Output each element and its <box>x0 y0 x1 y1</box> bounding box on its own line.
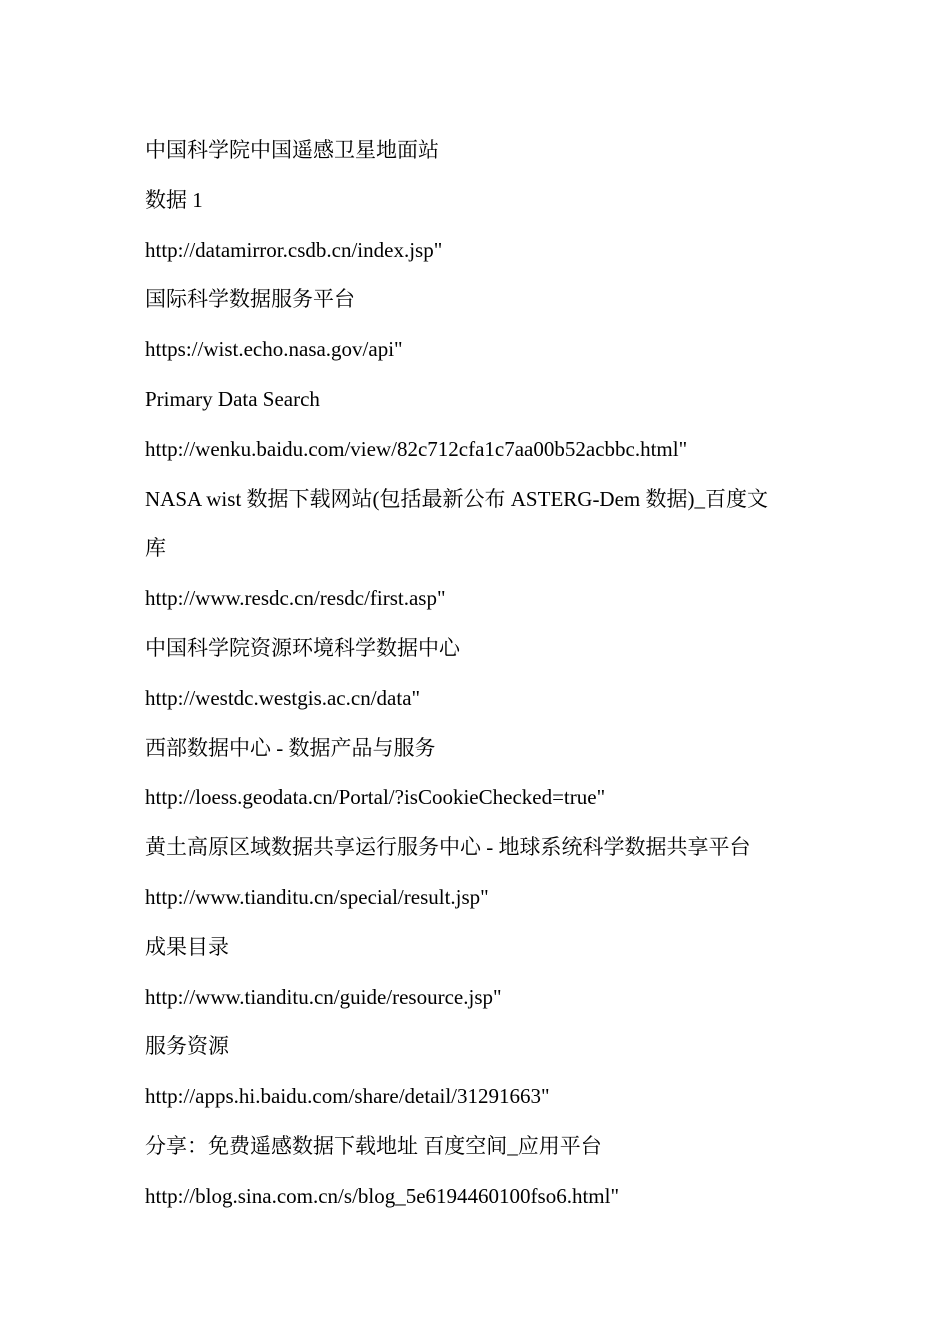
text-line-title: 中国科学院中国遥感卫星地面站 <box>145 138 439 162</box>
text-line-url: http://westdc.westgis.ac.cn/data" <box>145 685 421 710</box>
text-line: Primary Data Search <box>145 386 320 411</box>
text-line-url: http://loess.geodata.cn/Portal/?isCookieChecked=true" <box>145 785 606 810</box>
text-line-data-1: 数据 1 <box>145 187 203 212</box>
text-line-url: http://www.resdc.cn/resdc/first.asp" <box>145 586 446 611</box>
text-line: 分享：免费遥感数据下载地址 百度空间_应用平台 <box>145 1133 602 1158</box>
text-line: NASA wist 数据下载网站(包括最新公布 ASTERG-Dem 数据)_百度文 <box>145 486 768 511</box>
text-line-url: http://www.tianditu.cn/special/result.jsp" <box>145 884 489 909</box>
text-line-url: http://www.tianditu.cn/guide/resource.jsp" <box>145 984 502 1009</box>
text-line: 西部数据中心 - 数据产品与服务 <box>145 735 436 760</box>
text-line: 中国科学院资源环境科学数据中心 <box>145 635 460 660</box>
text-line-url: http://datamirror.csdb.cn/index.jsp" <box>145 237 443 262</box>
text-line: 国际科学数据服务平台 <box>145 287 355 312</box>
text-line: 成果目录 <box>145 934 229 959</box>
text-line-url: http://blog.sina.com.cn/s/blog_5e6194460100fso6.html" <box>145 1183 620 1208</box>
text-line: 服务资源 <box>145 1034 229 1059</box>
text-line: 库 <box>145 536 166 561</box>
text-line-url: https://wist.echo.nasa.gov/api" <box>145 337 403 362</box>
text-line: 黄土高原区域数据共享运行服务中心 - 地球系统科学数据共享平台 <box>145 835 751 860</box>
document-body <box>145 126 815 1222</box>
text-line-url: http://apps.hi.baidu.com/share/detail/31291663" <box>145 1084 550 1109</box>
text-line-url: http://wenku.baidu.com/view/82c712cfa1c7aa00b52acbbc.html" <box>145 436 688 461</box>
